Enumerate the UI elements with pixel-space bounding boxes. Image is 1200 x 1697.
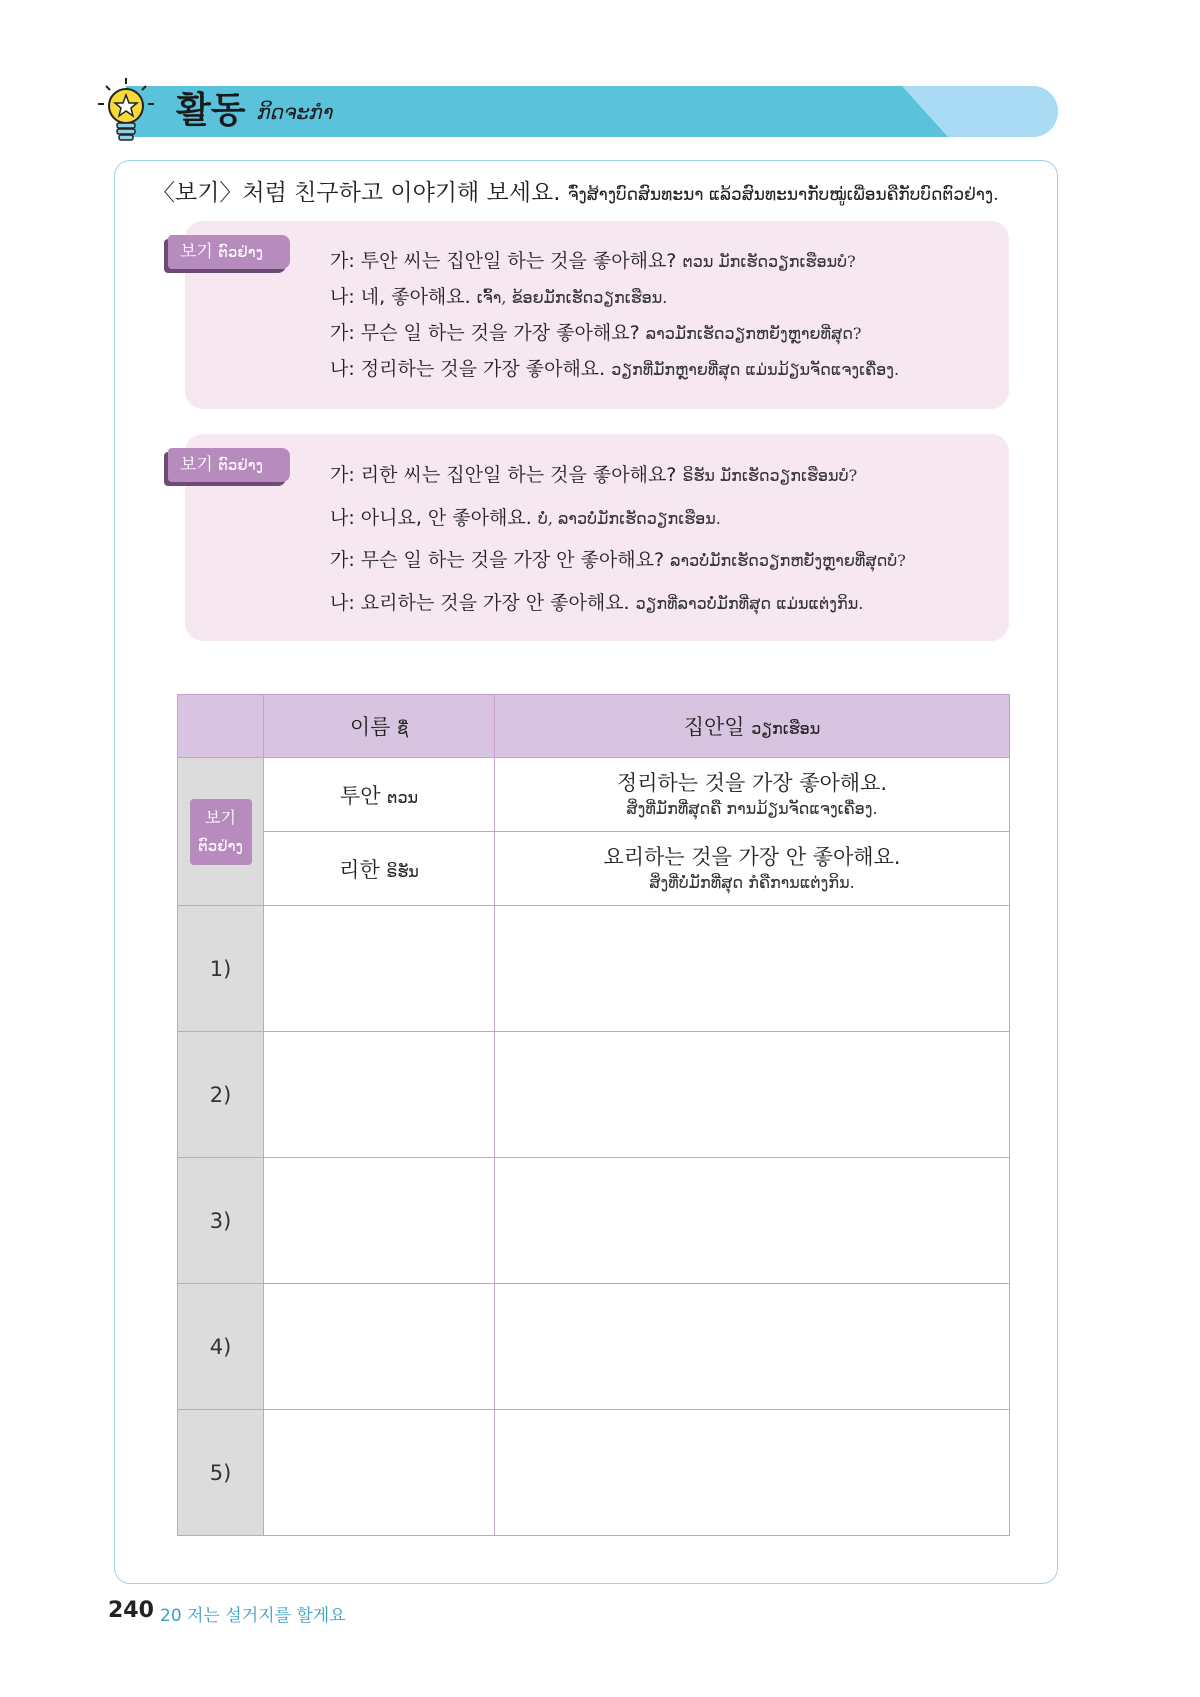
- name-cell: [264, 758, 495, 832]
- dialogue-line: [330, 460, 857, 487]
- example-tag-lao: ຕົວຢ່າງ: [218, 456, 264, 474]
- dialogue-line-ko: 나: 네, 좋아해요.: [330, 286, 471, 308]
- chore-ko: 정리하는 것을 가장 좋아해요.: [616, 770, 888, 795]
- instruction-ko: 〈보기〉처럼 친구하고 이야기해 보세요.: [152, 180, 561, 206]
- dialogue-line-lao: ລາວບໍ່ມັກເຮັດວຽກຫຍັງຫຼາຍທີ່ສຸດບໍ?: [670, 551, 906, 570]
- chore-cell: [495, 758, 1010, 832]
- dialogue-line: [330, 354, 899, 381]
- chore-answer-cell[interactable]: [495, 1032, 1010, 1158]
- activity-subtitle: ກິດຈະກຳ: [256, 100, 333, 124]
- header-name-lao: ຊື່: [397, 719, 409, 738]
- table-row: [178, 1032, 1010, 1158]
- dialogue-line-ko: 나: 요리하는 것을 가장 안 좋아해요.: [330, 592, 630, 614]
- name-lao: ຕວນ: [387, 787, 419, 807]
- name-answer-cell[interactable]: [264, 906, 495, 1032]
- dialogue-line: [330, 588, 863, 615]
- table-row: [178, 758, 1010, 832]
- name-ko: 투안: [339, 783, 381, 808]
- example-tag-ko: 보기: [180, 455, 213, 475]
- chore-lao: ສິ່ງທີ່ບໍ່ມັກທີ່ສຸດ ກໍຄືການແຕ່ງກິນ.: [649, 872, 855, 892]
- page-number: 240: [108, 1598, 154, 1623]
- dialogue-line-lao: ເຈົ້າ, ຂ້ອຍມັກເຮັດວຽກເຮືອນ.: [476, 288, 668, 307]
- row-number: 3): [178, 1158, 264, 1284]
- example-label-cell: [178, 758, 264, 906]
- chore-answer-cell[interactable]: [495, 1410, 1010, 1536]
- dialogue-line-ko: 나: 아니요, 안 좋아해요.: [330, 507, 532, 529]
- banner-accent: [858, 86, 1058, 137]
- header-corner: [178, 695, 264, 758]
- name-lao: ຣິຮັນ: [386, 861, 419, 881]
- dialogue-line: [330, 282, 667, 309]
- name-cell: [264, 832, 495, 906]
- row-number: 2): [178, 1032, 264, 1158]
- name-answer-cell[interactable]: [264, 1158, 495, 1284]
- activity-title: 활동: [176, 90, 246, 131]
- name-answer-cell[interactable]: [264, 1032, 495, 1158]
- dialogue-line: [330, 545, 906, 572]
- table-row: [178, 832, 1010, 906]
- header-name-ko: 이름: [349, 715, 391, 739]
- table-header-row: [178, 695, 1010, 758]
- dialogue-line: [330, 503, 721, 530]
- header-name: [264, 695, 495, 758]
- table-row: [178, 1158, 1010, 1284]
- row-number: 5): [178, 1410, 264, 1536]
- example-tag-lao: ຕົວຢ່າງ: [218, 243, 264, 261]
- dialogue-line-lao: ລາວມັກເຮັດວຽກຫຍັງຫຼາຍທີ່ສຸດ?: [645, 324, 862, 343]
- example-tag-ko: 보기: [205, 807, 236, 827]
- chore-answer-cell[interactable]: [495, 1284, 1010, 1410]
- table-row: [178, 1284, 1010, 1410]
- dialogue-line-lao: ວຽກທີ່ມັກຫຼາຍທີ່ສຸດ ແມ່ນມ້ຽນຈັດແຈງເຄື່ອງ.: [611, 360, 900, 379]
- table-row: [178, 1410, 1010, 1536]
- dialogue-line: [330, 246, 856, 273]
- dialogue-line-lao: ບໍ່, ລາວບໍ່ມັກເຮັດວຽກເຮືອນ.: [537, 509, 721, 528]
- dialogue-line-ko: 가: 무슨 일 하는 것을 가장 안 좋아해요?: [330, 549, 665, 571]
- chapter-title: 20 저는 설거지를 할게요: [160, 1606, 346, 1626]
- chore-answer-cell[interactable]: [495, 906, 1010, 1032]
- example-tag: [168, 448, 290, 482]
- row-number: 4): [178, 1284, 264, 1410]
- instruction-lao: ຈົ່ງສ້າງບົດສົນທະນາ ແລ້ວສົນທະນາກັບໝູ່ເພື່ອນຄືກັບບົດຕົວຢ່າງ.: [567, 185, 999, 205]
- header-chore-lao: ວຽກເຮືອນ: [751, 719, 821, 738]
- example-tag: [190, 799, 252, 865]
- table-row: [178, 906, 1010, 1032]
- name-answer-cell[interactable]: [264, 1284, 495, 1410]
- header-chore-ko: 집안일: [683, 715, 745, 739]
- lightbulb-star-icon: [96, 76, 156, 144]
- dialogue-line-ko: 가: 무슨 일 하는 것을 가장 좋아해요?: [330, 322, 640, 344]
- example-tag: [168, 235, 290, 269]
- dialogue-line-ko: 가: 리한 씨는 집안일 하는 것을 좋아해요?: [330, 464, 677, 486]
- instruction: [152, 174, 999, 207]
- example-tag-ko: 보기: [180, 242, 213, 262]
- chore-lao: ສິ່ງທີ່ມັກທີ່ສຸດຄື ການມ້ຽນຈັດແຈງເຄື່ອງ.: [626, 798, 878, 818]
- chore-cell: [495, 832, 1010, 906]
- dialogue-line-lao: ວຽກທີ່ລາວບໍ່ມັກທີ່ສຸດ ແມ່ນແຕ່ງກິນ.: [635, 594, 864, 613]
- row-number: 1): [178, 906, 264, 1032]
- name-ko: 리한: [339, 857, 380, 882]
- name-answer-cell[interactable]: [264, 1410, 495, 1536]
- chore-answer-cell[interactable]: [495, 1158, 1010, 1284]
- dialogue-line-ko: 나: 정리하는 것을 가장 좋아해요.: [330, 358, 606, 380]
- dialogue-line-lao: ຕວນ ມັກເຮັດວຽກເຮືອນບໍ?: [682, 252, 856, 271]
- dialogue-line-lao: ຣິຮັນ ມັກເຮັດວຽກເຮືອນບໍ?: [682, 466, 858, 485]
- header-chore: [495, 695, 1010, 758]
- dialogue-line: [330, 318, 862, 345]
- answer-table: [177, 694, 1010, 1536]
- dialogue-line-ko: 가: 투안 씨는 집안일 하는 것을 좋아해요?: [330, 250, 677, 272]
- chore-ko: 요리하는 것을 가장 안 좋아해요.: [603, 844, 901, 869]
- example-tag-lao: ຕົວຢ່າງ: [198, 836, 243, 855]
